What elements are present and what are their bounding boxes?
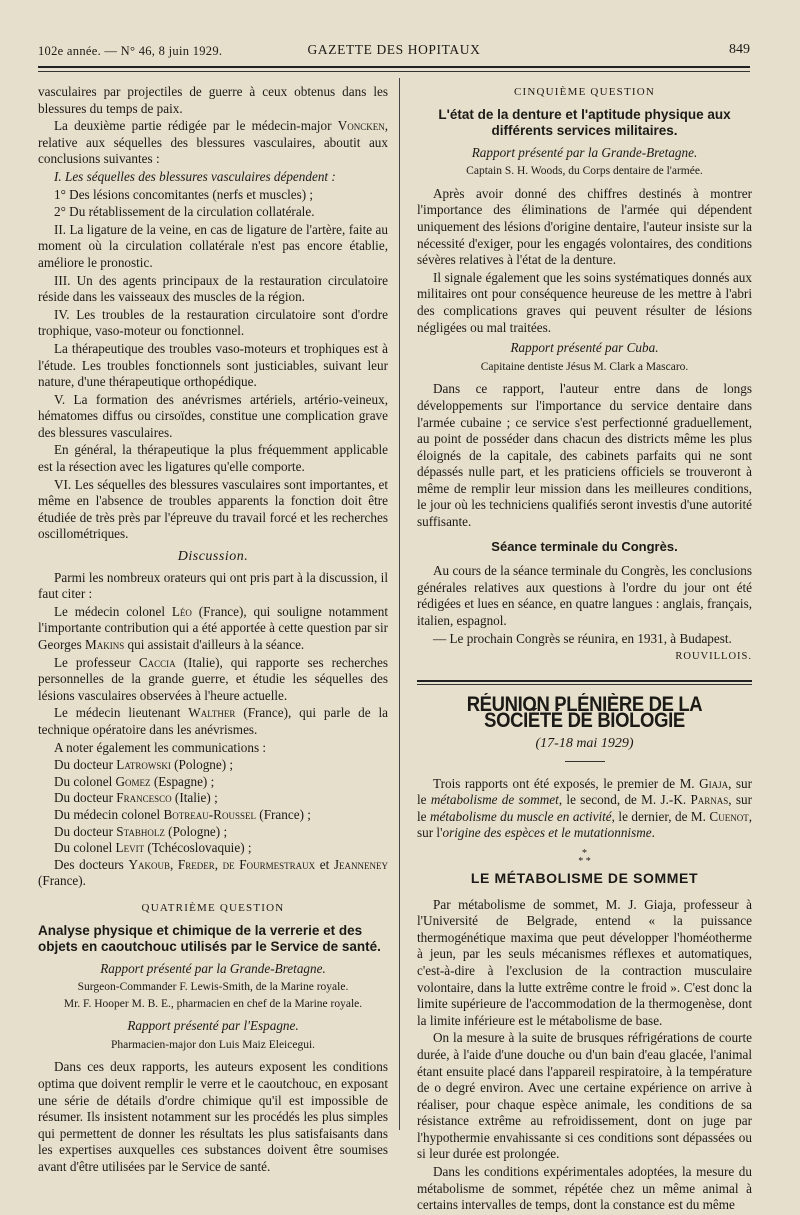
asterism: * * * [578,847,591,867]
paragraph: Par métabolisme de sommet, M. J. Giaja, professeur à l'Université de Belgrade, entend « la puissance thermogénétique maxima que peut développer l'homéotherme à jeun, par les seuls mécanismes réflexes et automatiques, c'est-à-dire à l'exclusion de la contraction musculaire volontaire, dans la lutte extrême contre le froid ». C'est donc la limite supérieure de l'accommodation de la thermogenèse, dont la limite inférieure est le métabolisme de base. [417,896,752,1028]
paragraph: On la mesure à la suite de brusques réfrigérations de courte durée, à l'aide d'une douche ou d'un bain d'eau glacée, l'animal étant ensuite placé dans l'appareil respiratoire, à la température de o degré environ. Avec une certaine expérience on arrive à réaliser, pour chaque espèce animale, les conditions de sa résistance extrême au refroidissement, dont on juge par l'hypothermie envahissante si ces conditions sont dépassées ou si leur durée est prolongée. [417,1030,752,1162]
section-rule-thin [417,684,752,685]
signature: ROUVILLOIS. [675,651,752,663]
conclusion-heading: I. Les séquelles des blessures vasculaires dépendent : [54,168,336,184]
paragraph: Dans les conditions expérimentales adoptées, la mesure du métabolisme de sommet, répétée chez un même animal à certains intervalles de temps, dont la constance est du même [417,1164,752,1213]
conclusion-item: V. La formation des anévrismes artériels, artério-veineux, hématomes diffus ou cirsoïdes, constitue une complication grave des blessures vasculaires. [38,391,388,440]
page-header [38,40,750,62]
page-number: 849 [729,42,750,57]
paragraph: La deuxième partie rédigée par le médecin-major Voncken, relative aux séquelles des blessures vasculaires, aboutit aux conclusions suivantes : [38,118,389,167]
report-heading: Rapport présenté par la Grande-Bretagne. [100,960,326,976]
left-column [38,84,388,1177]
list-item: Du docteur Stabholz (Pologne) ; [54,823,228,839]
report-heading: Rapport présenté par Cuba. [510,340,659,356]
paragraph: La thérapeutique des troubles vaso-moteurs et trophiques est à l'étude. Les troubles fonctionnels sont justiciables, suivant leur nature, d'une thérapeutique orthopédique. [38,340,388,390]
paragraph: Le médecin lieutenant Walther (France), qui parle de la technique opératoire dans les anévrismes. [38,705,389,737]
question-heading: CINQUIÈME QUESTION [513,86,656,98]
paragraph: Après avoir donné des chiffres destinés à montrer l'importance des éliminations de l'armée qui dépendent uniquement des lésions d'origine dentaire, l'auteur insiste sur la nécessité d'exiger, pour les engagés volontaires, des conditions sévères relatives à l'état de la denture. [417,185,752,268]
paragraph: — Le prochain Congrès se réunira, en 1931, à Budapest. [433,630,732,646]
section-rule [417,680,752,682]
discussion-heading: Discussion. [177,549,249,565]
conclusion-item: II. La ligature de la veine, en cas de ligature de l'artère, faite au moment où la circulation collatérale n'est pas encore établie, améliore le pronostic. [38,221,388,270]
issue-info: 102e année. — N° 46, 8 juin 1929. [38,44,223,58]
conclusion-item: VI. Les séquelles des blessures vasculaires sont importantes, et même en l'absence de troubles apparents la fonction doit être étudiée de très près par l'épreuve du travail forcé et les recherches oscillométriques. [38,476,388,542]
conclusion-item: 2° Du rétablissement de la circulation collatérale. [54,204,315,220]
report-author: Capitaine dentiste Jésus M. Clark a Mascaro. [480,360,689,373]
list-item: Du docteur Latrowski (Pologne) ; [54,757,234,773]
journal-title: GAZETTE DES HOPITAUX [307,42,481,57]
conclusion-item: IV. Les troubles de la restauration circulatoire sont d'ordre trophique, vaso-moteur ou fonctionnel. [38,306,388,339]
paragraph: Parmi les nombreux orateurs qui ont pris part à la discussion, il faut citer : [38,569,388,602]
right-column [417,84,752,1215]
list-item: Du médecin colonel Botreau-Roussel (France) ; [54,806,311,822]
short-rule [565,761,605,762]
paragraph: Dans ce rapport, l'auteur entre dans de longs développements sur l'importance du service dentaire dans l'armée cubaine ; ce service s'est perfectionné graduellement, au point de posséder dans chacun des districts même les plus éloignés de la capitale, des cabinets parfaits qui ne sont dépassés nulle part, et les praticiens officiels se trouveront à même de remplir leur mission dans les meilleures conditions, le jour où les techniciens qualifiés seront investis d'une autorité suffisante. [417,381,752,530]
report-author: Surgeon-Commander F. Lewis-Smith, de la Marine royale. [77,981,349,994]
report-heading: Rapport présenté par l'Espagne. [127,1018,299,1034]
question-title: Analyse physique et chimique de la verrerie et des objets en caoutchouc utilisés par le Service de santé. [38,922,381,954]
report-author: Pharmacien-major don Luis Maiz Eleicegui. [110,1038,316,1051]
paragraph: Au cours de la séance terminale du Congrès, les conclusions générales relatives aux questions à l'ordre du jour ont été rédigées et lues en séance, en quatre langues : anglais, français, italien, espagnol. [417,563,752,629]
paragraph: Le médecin colonel Léo (France), qui souligne notamment l'importante contribution qui a été apportée à cette question par sir Georges Makins qui assistait d'ailleurs à la séance. [38,603,388,652]
report-heading: Rapport présenté par la Grande-Bretagne. [471,144,698,160]
header-rule-thin [38,71,750,72]
column-divider [399,78,400,1130]
report-author: Mr. F. Hooper M. B. E., pharmacien en chef de la Marine royale. [63,997,363,1010]
paragraph: Trois rapports ont été exposés, le premier de M. Giaja, sur le métabolisme de sommet, le second, de M. J.-K. Parnas, sur le métabolisme du muscle en activité, le dernier, de M. Cuenot, sur l'origine des espèces et le mutationnisme. [417,775,753,841]
list-item: Des docteurs Yakoub, Freder, de Fourmestraux et Jeanneney (France). [38,856,389,889]
paragraph: Il signale également que les soins systématiques donnés aux militaires ont pour conséquence heureuse de les mettre à l'abri des complications graves qui peuvent résulter de lésions négligées ou mal traitées. [417,269,752,335]
meeting-dates: (17-18 mai 1929) [535,736,634,751]
society-title: RÉUNION PLÉNIÈRE DE LA SOCIÉTÉ DE BIOLOGIE [466,692,703,733]
paragraph: En général, la thérapeutique la plus fréquemment applicable est la résection avec les ligatures qu'elle comporte. [38,442,388,475]
paragraph: vasculaires par projectiles de guerre à ceux obtenus dans les blessures du temps de paix. [38,84,388,116]
question-title: L'état de la denture et l'aptitude physique aux différents services militaires. [438,106,731,138]
list-item: Du docteur Francesco (Italie) ; [54,790,218,806]
header-rule [38,66,750,68]
paragraph: A noter également les communications : [54,739,267,755]
paragraph: Le professeur Caccia (Italie), qui rapporte ses recherches personnelles de la grande guerre, et étudie les séquelles des lésions vasculaires observées à l'heure actuelle. [38,654,388,703]
report-author: Captain S. H. Woods, du Corps dentaire de l'armée. [466,165,703,178]
conclusion-item: 1° Des lésions concomitantes (nerfs et muscles) ; [54,186,314,202]
session-heading: Séance terminale du Congrès. [491,538,678,554]
list-item: Du colonel Gomez (Espagne) ; [54,773,215,789]
list-item: Du colonel Levit (Tchécoslovaquie) ; [54,840,252,856]
paragraph: Dans ces deux rapports, les auteurs exposent les conditions optima que doivent remplir le verre et le caoutchouc, en exposant une série de détails d'ordre chimique qu'il est impossible de résumer. Ils insistent notamment sur les procédés les plus simples qui permettent de donner les résultats les plus satisfaisants dans les expertises auxquelles ces substances doivent être soumises avant d'être utilisées par le Service de santé. [38,1059,388,1175]
conclusion-item: III. Un des agents principaux de la restauration circulatoire réside dans les vaisseaux des muscles de la région. [38,272,388,305]
article-title: LE MÉTABOLISME DE SOMMET [470,869,699,886]
question-heading: QUATRIÈME QUESTION [141,901,285,914]
